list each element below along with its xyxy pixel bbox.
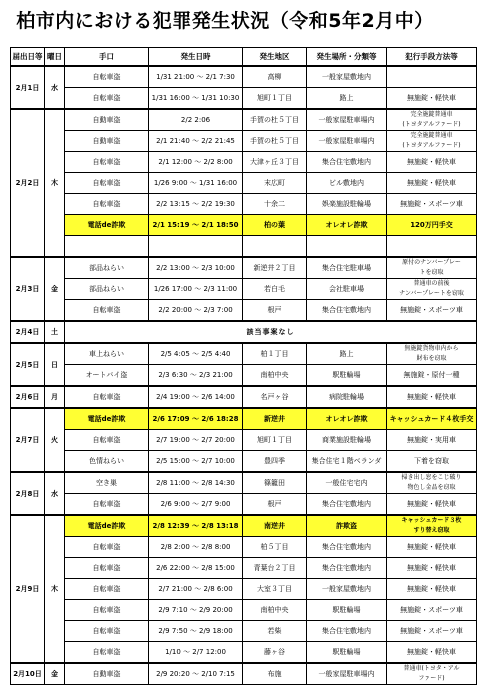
- place-cell: 駅駐輪場: [307, 642, 387, 664]
- place-cell: 娯楽施設駐輪場: [307, 194, 387, 215]
- place-cell: 一般住宅宅内: [307, 472, 387, 494]
- place-cell: 一般家屋駐車場内: [307, 663, 387, 685]
- area-cell: 十余二: [243, 194, 307, 215]
- area-cell: 大津ヶ丘３丁目: [243, 152, 307, 173]
- period-cell: 2/7 19:00 ～ 2/7 20:00: [149, 430, 243, 451]
- table-row: [11, 365, 477, 387]
- area-cell: 新逆井: [243, 408, 307, 430]
- place-cell: 詐欺盗: [307, 515, 387, 537]
- method-cell: 電話de詐欺: [65, 515, 149, 537]
- date-cell: 2月6日: [11, 386, 45, 408]
- header-method: 手口: [65, 48, 149, 67]
- place-cell: 一般家屋駐車場内: [307, 131, 387, 152]
- method-cell: 自転車盗: [65, 88, 149, 110]
- means-cell: 無施錠・軽快車: [387, 494, 477, 516]
- table-row: [11, 321, 477, 343]
- method-cell: 自転車盗: [65, 386, 149, 408]
- table-row: [11, 257, 477, 279]
- period-cell: 2/9 7:10 ～ 2/9 20:00: [149, 600, 243, 621]
- place-cell: 駅駐輪場: [307, 365, 387, 387]
- area-cell: 新逆井２丁目: [243, 257, 307, 279]
- table-row: [11, 451, 477, 473]
- page-title: 柏市内における犯罪発生状況（令和5年2月中）: [16, 10, 434, 32]
- method-cell: 自転車盗: [65, 152, 149, 173]
- period-cell: 1/10 ～ 2/7 12:00: [149, 642, 243, 664]
- method-cell: [65, 236, 149, 258]
- area-cell: 若柴: [243, 621, 307, 642]
- weekday-cell: 日: [45, 343, 65, 386]
- place-cell: 商業施設駐輪場: [307, 430, 387, 451]
- area-cell: 青葉台２丁目: [243, 558, 307, 579]
- means-cell: 無施錠・軽快車: [387, 88, 477, 110]
- means-cell: 無施錠・軽快車: [387, 537, 477, 558]
- method-cell: 電話de詐欺: [65, 408, 149, 430]
- method-cell: 自転車盗: [65, 430, 149, 451]
- weekday-cell: 月: [45, 386, 65, 408]
- period-cell: 1/26 17:00 ～ 2/3 11:00: [149, 279, 243, 300]
- header-dow: 曜日: [45, 48, 65, 67]
- weekday-cell: 木: [45, 109, 65, 257]
- means-cell: 無施錠・スポーツ車: [387, 300, 477, 322]
- method-cell: 自転車盗: [65, 300, 149, 322]
- date-cell: 2月10日: [11, 663, 45, 685]
- header-period: 発生日時: [149, 48, 243, 67]
- table-row: [11, 152, 477, 173]
- place-cell: 集合住宅駐車場: [307, 257, 387, 279]
- table-row: [11, 300, 477, 322]
- period-cell: 2/3 6:30 ～ 2/3 21:00: [149, 365, 243, 387]
- place-cell: 集合住宅敷地内: [307, 494, 387, 516]
- table-row: [11, 194, 477, 215]
- means-cell: 完全施錠普通車 (トヨタアルファード): [387, 109, 477, 131]
- area-cell: 名戸ヶ谷: [243, 386, 307, 408]
- table-body: [11, 66, 477, 685]
- area-cell: 大室３丁目: [243, 579, 307, 600]
- crime-table: [10, 47, 477, 685]
- area-cell: 末広町: [243, 173, 307, 194]
- means-cell: 無施錠・軽快車: [387, 558, 477, 579]
- period-cell: 2/6 22:00 ～ 2/8 15:00: [149, 558, 243, 579]
- place-cell: 集合住宅敷地内: [307, 300, 387, 322]
- table-row: [11, 279, 477, 300]
- area-cell: 手賀の杜５丁目: [243, 131, 307, 152]
- place-cell: 集合住宅敷地内: [307, 537, 387, 558]
- weekday-cell: 土: [45, 321, 65, 343]
- method-cell: 自動車盗: [65, 663, 149, 685]
- area-cell: 柏１丁目: [243, 343, 307, 365]
- table-row: [11, 642, 477, 664]
- means-cell: 無施錠・スポーツ車: [387, 600, 477, 621]
- table-row: [11, 131, 477, 152]
- area-cell: 手賀の杜５丁目: [243, 109, 307, 131]
- method-cell: 部品ねらい: [65, 257, 149, 279]
- area-cell: 篠籠田: [243, 472, 307, 494]
- header-date: 届出日等: [11, 48, 45, 67]
- date-cell: 2月8日: [11, 472, 45, 515]
- place-cell: 会社駐車場: [307, 279, 387, 300]
- period-cell: 2/2 2:06: [149, 109, 243, 131]
- period-cell: 2/5 4:05 ～ 2/5 4:40: [149, 343, 243, 365]
- means-cell: 無施錠・実用車: [387, 430, 477, 451]
- period-cell: 2/2 20:00 ～ 2/3 7:00: [149, 300, 243, 322]
- place-cell: 駅駐輪場: [307, 600, 387, 621]
- table-row: [11, 621, 477, 642]
- table-row: [11, 600, 477, 621]
- area-cell: 根戸: [243, 300, 307, 322]
- method-cell: 色情ねらい: [65, 451, 149, 473]
- period-cell: 2/6 9:00 ～ 2/7 9:00: [149, 494, 243, 516]
- table-row: [11, 537, 477, 558]
- table-row: [11, 109, 477, 131]
- period-cell: 2/8 11:00 ～ 2/8 14:30: [149, 472, 243, 494]
- place-cell: オレオレ詐欺: [307, 215, 387, 236]
- place-cell: 一般家屋敷地内: [307, 66, 387, 88]
- date-cell: 2月7日: [11, 408, 45, 472]
- area-cell: 布施: [243, 663, 307, 685]
- means-cell: キャッシュカード３枚 すり替え窃取: [387, 515, 477, 537]
- area-cell: [243, 236, 307, 258]
- period-cell: 2/1 21:40 ～ 2/2 21:45: [149, 131, 243, 152]
- place-cell: 集合住宅敷地内: [307, 621, 387, 642]
- means-cell: 無施錠・軽快車: [387, 152, 477, 173]
- date-cell: 2月3日: [11, 257, 45, 321]
- date-cell: 2月4日: [11, 321, 45, 343]
- method-cell: 自転車盗: [65, 600, 149, 621]
- table-row: [11, 494, 477, 516]
- area-cell: 南柏中央: [243, 600, 307, 621]
- period-cell: 2/8 12:39 ～ 2/8 13:18: [149, 515, 243, 537]
- area-cell: 旭町１丁目: [243, 88, 307, 110]
- method-cell: 自転車盗: [65, 642, 149, 664]
- method-cell: オートバイ盗: [65, 365, 149, 387]
- period-cell: 2/2 13:00 ～ 2/3 10:00: [149, 257, 243, 279]
- means-cell: 原付のナンバープレー トを窃取: [387, 257, 477, 279]
- weekday-cell: 水: [45, 66, 65, 109]
- period-cell: 1/31 16:00 ～ 1/31 10:30: [149, 88, 243, 110]
- area-cell: 豊四季: [243, 451, 307, 473]
- means-cell: 掃き出し窓をこじ破り 物色し金品を窃取: [387, 472, 477, 494]
- table-row: [11, 343, 477, 365]
- date-cell: 2月1日: [11, 66, 45, 109]
- date-cell: 2月5日: [11, 343, 45, 386]
- means-cell: 普通車の前後 ナンバープレートを窃取: [387, 279, 477, 300]
- means-cell: 無施錠貨物車内から 財布を窃取: [387, 343, 477, 365]
- table-row: [11, 472, 477, 494]
- place-cell: 一般家屋駐車場内: [307, 109, 387, 131]
- table-row: [11, 88, 477, 110]
- date-cell: 2月2日: [11, 109, 45, 257]
- method-cell: 自転車盗: [65, 579, 149, 600]
- area-cell: 若白毛: [243, 279, 307, 300]
- weekday-cell: 火: [45, 408, 65, 472]
- table-row: [11, 215, 477, 236]
- means-cell: 完全施錠普通車 (トヨタアルファード): [387, 131, 477, 152]
- means-cell: 無施錠・スポーツ車: [387, 621, 477, 642]
- area-cell: 南逆井: [243, 515, 307, 537]
- area-cell: 南柏中央: [243, 365, 307, 387]
- method-cell: 自動車盗: [65, 131, 149, 152]
- place-cell: 路上: [307, 88, 387, 110]
- header-place: 発生場所・分類等: [307, 48, 387, 67]
- means-cell: 無施錠・スポーツ車: [387, 194, 477, 215]
- area-cell: 旭町１丁目: [243, 430, 307, 451]
- means-cell: 無施錠・軽快車: [387, 579, 477, 600]
- place-cell: 路上: [307, 343, 387, 365]
- area-cell: 藤ヶ谷: [243, 642, 307, 664]
- period-cell: 2/9 7:50 ～ 2/9 18:00: [149, 621, 243, 642]
- period-cell: 2/5 15:00 ～ 2/7 10:00: [149, 451, 243, 473]
- means-cell: 無施錠・軽快車: [387, 642, 477, 664]
- method-cell: 自転車盗: [65, 621, 149, 642]
- place-cell: 集合住宅敷地内: [307, 558, 387, 579]
- period-cell: [149, 236, 243, 258]
- method-cell: 電話de詐欺: [65, 215, 149, 236]
- means-cell: キャッシュカード４枚手交: [387, 408, 477, 430]
- period-cell: 2/1 12:00 ～ 2/2 8:00: [149, 152, 243, 173]
- method-cell: 自転車盗: [65, 66, 149, 88]
- means-cell: 120万円手交: [387, 215, 477, 236]
- no-incident-cell: 該当事案なし: [65, 321, 477, 343]
- method-cell: 自転車盗: [65, 173, 149, 194]
- table-row: [11, 408, 477, 430]
- period-cell: 2/2 13:15 ～ 2/2 19:30: [149, 194, 243, 215]
- weekday-cell: 木: [45, 515, 65, 663]
- method-cell: 部品ねらい: [65, 279, 149, 300]
- period-cell: 2/1 15:19 ～ 2/1 18:50: [149, 215, 243, 236]
- weekday-cell: 金: [45, 257, 65, 321]
- area-cell: 根戸: [243, 494, 307, 516]
- weekday-cell: 金: [45, 663, 65, 685]
- weekday-cell: 水: [45, 472, 65, 515]
- method-cell: 自動車盗: [65, 109, 149, 131]
- date-cell: 2月9日: [11, 515, 45, 663]
- period-cell: 1/31 21:00 ～ 2/1 7:30: [149, 66, 243, 88]
- period-cell: 1/26 9:00 ～ 1/31 16:00: [149, 173, 243, 194]
- table-row: [11, 515, 477, 537]
- area-cell: 高柳: [243, 66, 307, 88]
- place-cell: オレオレ詐欺: [307, 408, 387, 430]
- place-cell: 病院駐輪場: [307, 386, 387, 408]
- table-row: [11, 236, 477, 258]
- header-row: [11, 48, 477, 67]
- table-row: [11, 66, 477, 88]
- period-cell: 2/6 17:09 ～ 2/6 18:28: [149, 408, 243, 430]
- method-cell: 自転車盗: [65, 537, 149, 558]
- means-cell: 無施錠・軽快車: [387, 386, 477, 408]
- means-cell: 無施錠・原付一種: [387, 365, 477, 387]
- period-cell: 2/7 21:00 ～ 2/8 6:00: [149, 579, 243, 600]
- method-cell: 車上ねらい: [65, 343, 149, 365]
- method-cell: 自転車盗: [65, 558, 149, 579]
- method-cell: 自転車盗: [65, 194, 149, 215]
- area-cell: 柏の葉: [243, 215, 307, 236]
- table-row: [11, 579, 477, 600]
- place-cell: 集合住宅敷地内: [307, 152, 387, 173]
- area-cell: 柏５丁目: [243, 537, 307, 558]
- place-cell: 集合住宅１階ベランダ: [307, 451, 387, 473]
- means-cell: [387, 236, 477, 258]
- header-means: 犯行手段方法等: [387, 48, 477, 67]
- means-cell: [387, 66, 477, 88]
- table-row: [11, 173, 477, 194]
- place-cell: 一般家屋敷地内: [307, 579, 387, 600]
- means-cell: 下着を窃取: [387, 451, 477, 473]
- table-row: [11, 663, 477, 685]
- period-cell: 2/8 2:00 ～ 2/8 8:00: [149, 537, 243, 558]
- place-cell: [307, 236, 387, 258]
- means-cell: 普通車(トヨタ・アル ファード): [387, 663, 477, 685]
- method-cell: 自転車盗: [65, 494, 149, 516]
- place-cell: ビル敷地内: [307, 173, 387, 194]
- method-cell: 空き巣: [65, 472, 149, 494]
- period-cell: 2/9 20:20 ～ 2/10 7:15: [149, 663, 243, 685]
- period-cell: 2/4 19:00 ～ 2/6 14:00: [149, 386, 243, 408]
- means-cell: 無施錠・軽快車: [387, 173, 477, 194]
- table-row: [11, 558, 477, 579]
- table-row: [11, 386, 477, 408]
- table-row: [11, 430, 477, 451]
- header-area: 発生地区: [243, 48, 307, 67]
